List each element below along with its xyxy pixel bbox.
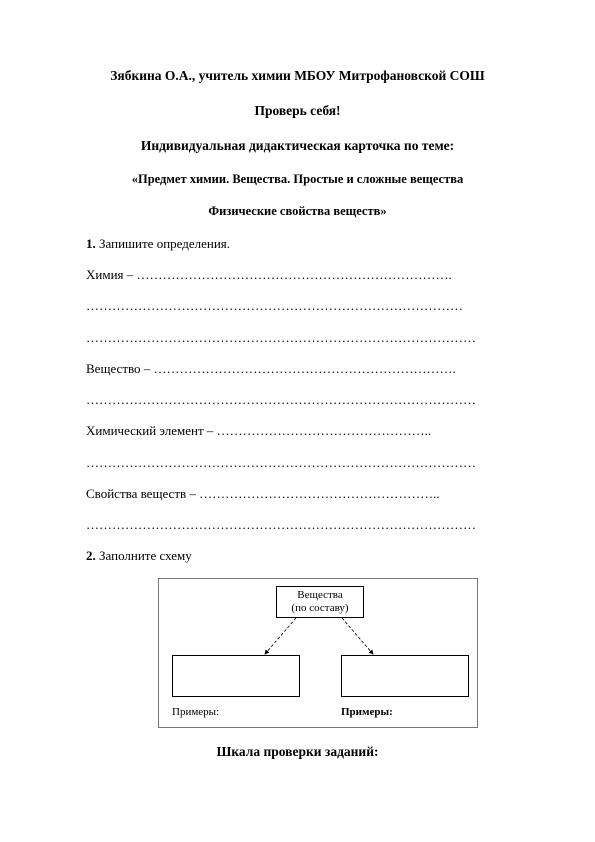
- answer-dots: …………………………………………………………….: [153, 361, 456, 376]
- right-arrow: [342, 618, 373, 654]
- answer-dots: ………………………………………………………………………………: [86, 392, 476, 407]
- check-title: Проверь себя!: [254, 103, 341, 118]
- answer-dots: ………………………………………………………………………………: [86, 330, 476, 345]
- scale-title: Шкала проверки заданий:: [216, 744, 379, 759]
- definition-line[interactable]: [86, 298, 463, 314]
- left-answer-box[interactable]: [172, 655, 300, 697]
- definition-line[interactable]: [86, 423, 431, 439]
- card-title: Индивидуальная дидактическая карточка по теме:: [140, 138, 455, 153]
- right-answer-box[interactable]: [341, 655, 469, 697]
- task2-number: 2.: [86, 548, 96, 563]
- task1-heading: [86, 236, 230, 252]
- task1-number: 1.: [86, 236, 96, 251]
- task2-heading: [86, 548, 192, 564]
- definition-line[interactable]: [86, 517, 476, 533]
- left-arrow: [265, 618, 296, 654]
- definition-line[interactable]: [86, 392, 476, 408]
- definition-term: Вещество –: [86, 361, 154, 376]
- answer-dots: …………………………………………..: [216, 423, 432, 438]
- definition-term: Свойства веществ –: [86, 486, 200, 501]
- answer-dots: ……………………………………………………………….: [136, 267, 452, 282]
- right-examples-label: Примеры:: [341, 706, 393, 718]
- definition-term: Химия –: [86, 267, 137, 282]
- task1-instruction: Запишите определения.: [99, 236, 231, 251]
- answer-dots: ………………………………………………………………………………: [86, 455, 476, 470]
- definition-line[interactable]: [86, 361, 456, 377]
- definition-line[interactable]: [86, 486, 440, 502]
- task2-instruction: Заполните схему: [99, 548, 192, 563]
- classification-diagram: [158, 578, 478, 728]
- topic-line-2: Физические свойства веществ»: [208, 204, 387, 218]
- left-examples-label: Примеры:: [172, 706, 220, 718]
- definition-term: Химический элемент –: [86, 423, 217, 438]
- author-line: Зябкина О.А., учитель химии МБОУ Митрофановской СОШ: [110, 68, 485, 83]
- answer-dots: ………………………………………………………………………………: [86, 517, 476, 532]
- substances-box: [276, 586, 364, 618]
- definition-line[interactable]: [86, 330, 476, 346]
- answer-dots: ……………………………………………………………………………: [86, 298, 463, 313]
- definition-line[interactable]: [86, 455, 476, 471]
- definition-line[interactable]: [86, 267, 452, 283]
- substances-box-line1: Вещества: [297, 589, 343, 601]
- topic-line-1: «Предмет химии. Вещества. Простые и сложные вещества: [131, 172, 464, 186]
- answer-dots: ………………………………………………..: [199, 486, 440, 501]
- substances-box-line2: (по составу): [291, 602, 349, 614]
